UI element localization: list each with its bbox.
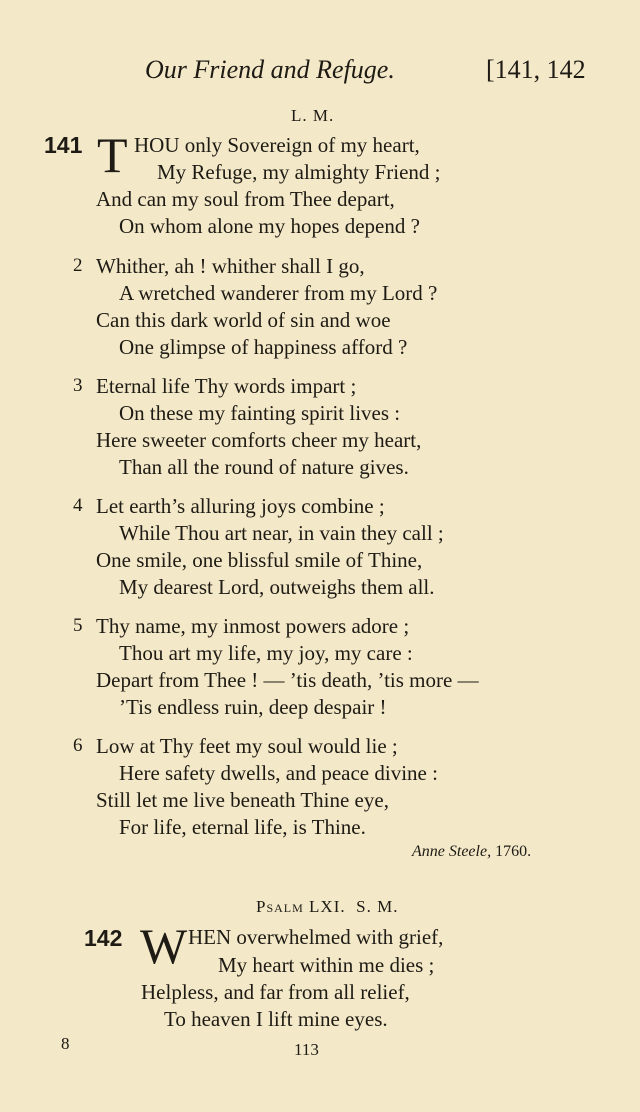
verse-number: 2	[73, 255, 83, 276]
hymn-141-first-line: HOU only Sovereign of my heart,	[134, 133, 420, 157]
verse-line: Helpless, and far from all relief,	[141, 980, 410, 1004]
verse-line: Whither, ah ! whither shall I go,	[96, 254, 365, 278]
verse-line: And can my soul from Thee depart,	[96, 187, 395, 211]
verse-line: Thou art my life, my joy, my care :	[119, 641, 413, 665]
verse-number: 5	[73, 615, 83, 636]
verse-line: Can this dark world of sin and woe	[96, 308, 391, 332]
verse-line: Thy name, my inmost powers adore ;	[96, 614, 410, 638]
verse-line: On these my fainting spirit lives :	[119, 401, 401, 425]
psalm-reference: Psalm LXI.	[256, 897, 346, 916]
verse-number: 4	[73, 495, 83, 516]
page-number: 113	[294, 1040, 319, 1059]
verse-line: My dearest Lord, outweighs them all.	[119, 575, 435, 599]
hymn-141-number: 141	[44, 132, 83, 158]
verse-line: Than all the round of nature gives.	[119, 455, 409, 479]
hymn-141-meter: L. M.	[291, 106, 335, 125]
hymn-142-first-line: HEN overwhelmed with grief,	[188, 925, 444, 949]
verse-line: To heaven I lift mine eyes.	[164, 1007, 388, 1031]
verse-line: A wretched wanderer from my Lord ?	[119, 281, 438, 305]
verse-line: Still let me live beneath Thine eye,	[96, 788, 389, 812]
author-year: 1760.	[495, 843, 532, 860]
verse-line: On whom alone my hopes depend ?	[119, 214, 420, 238]
hymn-142-dropcap: W	[140, 918, 188, 974]
verse-line: My heart within me dies ;	[218, 953, 435, 977]
verse-number: 6	[73, 735, 83, 756]
verse-line: Depart from Thee ! — ’tis death, ’tis more —	[96, 668, 479, 692]
verse-line: ’Tis endless ruin, deep despair !	[119, 695, 387, 719]
hymn-142-meter	[256, 897, 398, 917]
verse-line: Let earth’s alluring joys combine ;	[96, 494, 385, 518]
hymn-141-attribution	[412, 843, 531, 861]
meter-label: S. M.	[356, 897, 399, 916]
verse-line: Here safety dwells, and peace divine :	[119, 761, 438, 785]
verse-number: 3	[73, 375, 83, 396]
verse-line: My Refuge, my almighty Friend ;	[157, 160, 441, 184]
hymn-142-number: 142	[84, 925, 123, 951]
signature-mark: 8	[61, 1034, 70, 1053]
verse-line: While Thou art near, in vain they call ;	[119, 521, 444, 545]
verse-line: For life, eternal life, is Thine.	[119, 815, 366, 839]
hymn-141-dropcap: T	[97, 127, 128, 183]
verse-line: Eternal life Thy words impart ;	[96, 374, 357, 398]
verse-line: Here sweeter comforts cheer my heart,	[96, 428, 422, 452]
running-title: Our Friend and Refuge.	[145, 55, 395, 84]
verse-line: One smile, one blissful smile of Thine,	[96, 548, 423, 572]
author-name: Anne Steele,	[412, 843, 492, 860]
verse-line: Low at Thy feet my soul would lie ;	[96, 734, 398, 758]
hymn-range: [141, 142	[486, 55, 586, 84]
verse-line: One glimpse of happiness afford ?	[119, 335, 408, 359]
